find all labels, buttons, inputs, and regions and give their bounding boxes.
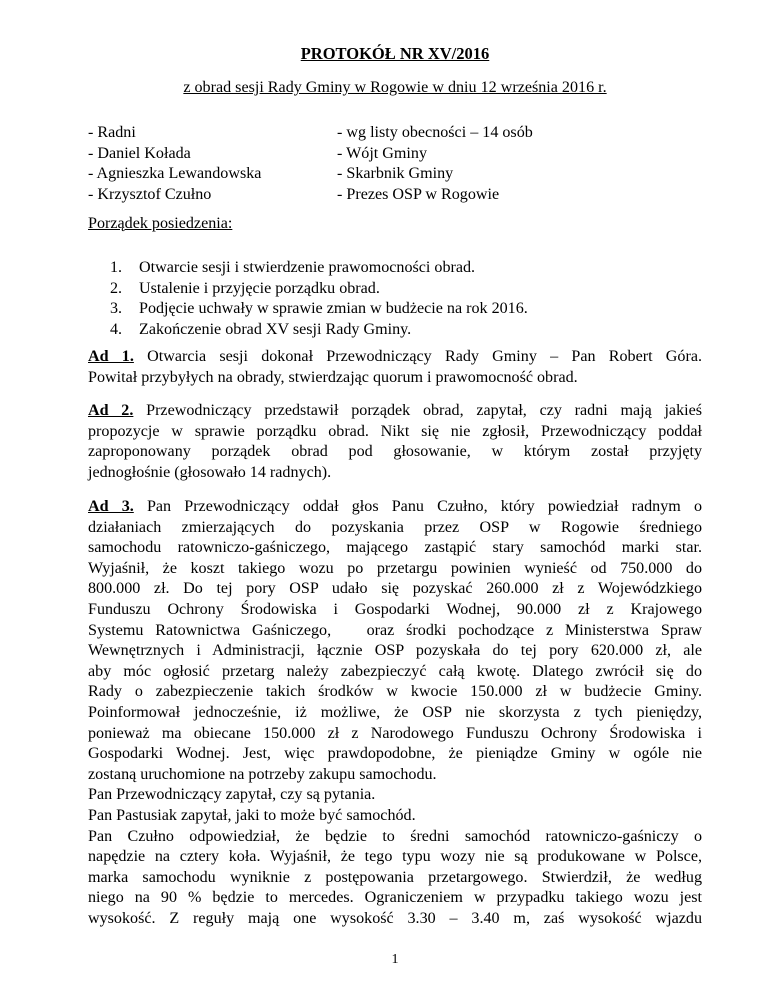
agenda-item-text: Podjęcie uchwały w sprawie zmian w budżecie na rok 2016. [139,300,528,318]
paragraph-line: Wewnętrznych i Administracji, łącznie OSP pozyskała do tej pory 620.000 zł, ale [88,642,702,660]
attendee-role-line: - wg listy obecności – 14 osób [337,124,533,141]
paragraph-line: zostaną uruchomione na potrzeby zakupu samochodu. [88,765,437,783]
paragraph-line: Gospodarki Wodnej. Jest, więc prawdopodobne, że pieniądze Gminy w ogóle nie [88,745,702,763]
agenda-item-number: 3. [110,300,123,318]
paragraph-text: Przewodniczący przedstawił porządek obrad, zapytał, czy radni mają jakieś [133,402,702,419]
agenda-item-text: Ustalenie i przyjęcie porządku obrad. [139,279,380,297]
paragraph-line: Powitał przybyłych na obrady, stwierdzając quorum i prawomocność obrad. [88,368,578,386]
paragraph-line: Rady o zabezpieczenie takich środków w kwocie 150.000 zł w budżecie Gminy. [88,683,702,701]
attendee-line: - Daniel Kołada [88,144,191,162]
paragraph-line: Funduszu Ochrony Środowiska i Gospodarki Wodnej, 90.000 zł z Krajowego [88,600,702,618]
paragraph-line: Pan Czułno odpowiedział, że będzie to średni samochód ratowniczo-gaśniczy o [88,827,702,845]
attendee-role-line: - Wójt Gminy [337,144,428,162]
paragraph-line: Pan Przewodniczący zapytał, czy są pytania. [88,786,376,804]
paragraph-line: działaniach zmierzających do pozyskania przez OSP w Rogowie średniego [88,518,702,536]
paragraph-line [88,401,702,422]
agenda-item-number: 1. [110,259,123,276]
ad1-paragraph [88,347,702,388]
agenda-list [88,258,702,340]
paragraph-line: wysokość. Z reguły mają one wysokość 3.30 – 3.40 m, zaś wysokość wjazdu [88,909,702,927]
attendee-role-line: - Skarbnik Gminy [337,165,454,183]
paragraph-line: samochodu ratowniczo-gaśniczego, mającego zastąpić stary samochód marki star. [88,539,702,557]
paragraph-line: marka samochodu wyniknie z postępowania przetargowego. Stwierdził, że według [88,868,702,886]
paragraph-line [88,347,702,368]
paragraph-line: propozycje w sprawie porządku obrad. Nikt się nie zgłosił, Przewodniczący poddał [88,422,702,440]
agenda-item-text: Otwarcie sesji i stwierdzenie prawomocności obrad. [139,259,476,276]
paragraph-line [88,497,702,518]
agenda-item [88,320,702,341]
paragraph-text: Otwarcia sesji dokonał Przewodniczący Rady Gminy – Pan Robert Góra. [133,348,703,365]
paragraph-line: Pan Pastusiak zapytał, jaki to może być samochód. [88,806,416,824]
attendee-role-line: - Prezes OSP w Rogowie [337,185,500,203]
agenda-header: Porządek posiedzenia: [88,215,233,232]
agenda-item [88,258,702,279]
paragraph-line: napędzie na cztery koła. Wyjaśnił, że tego typu wozy nie są produkowane w Polsce, [88,848,702,866]
attendee-line: - Radni [88,124,136,141]
page-number: 1 [391,952,399,967]
paragraph-line: Wyjaśnił, że koszt takiego wozu po przetargu powinien wynieść od 750.000 do [88,559,702,577]
attendee-line: - Krzysztof Czułno [88,185,212,203]
paragraph-line: niego na 90 % będzie to mercedes. Ograniczeniem w przypadku takiego wozu jest [88,889,702,907]
paragraph-line: zaproponowany porządek obrad pod głosowanie, w którym został przyjęty [88,443,702,461]
document-subtitle: z obrad sesji Rady Gminy w Rogowie w dniu 12 września 2016 r. [183,79,607,96]
paragraph-line: aby móc ogłosić przetarg należy zabezpieczyć całą kwotę. Dlatego zwrócił się do [88,662,702,680]
paragraph-line: Systemu Ratownictwa Gaśniczego, oraz środki pochodzące z Ministerstwa Spraw [88,621,702,639]
ad3-label: Ad 3. [88,498,134,515]
attendees-right-column [337,123,677,205]
paragraph-line: Poinformował jednocześnie, iż możliwe, że OSP nie skorzysta z tych pieniędzy, [88,703,702,721]
attendees-left-column [88,123,338,205]
attendee-line: - Agnieszka Lewandowska [88,165,262,183]
agenda-item [88,279,702,300]
paragraph-line: ponieważ ma obiecane 150.000 zł z Narodowego Funduszu Ochrony Środowiska i [88,724,702,742]
agenda-item [88,299,702,320]
agenda-item-text: Zakończenie obrad XV sesji Rady Gminy. [139,320,412,338]
agenda-item-number: 4. [110,320,123,338]
document-title: PROTOKÓŁ NR XV/2016 [300,44,490,63]
ad2-label: Ad 2. [88,402,134,419]
paragraph-text: Pan Przewodniczący oddał głos Panu Czułno, który powiedział radnym o [133,498,702,515]
ad3-paragraph [88,497,702,929]
paragraph-line: jednogłośnie (głosowało 14 radnych). [88,463,332,481]
ad1-label: Ad 1. [88,348,134,365]
agenda-item-number: 2. [110,279,123,297]
paragraph-line: 800.000 zł. Do tej pory OSP udało się pozyskać 260.000 zł z Wojewódzkiego [88,580,702,598]
ad2-paragraph [88,401,702,483]
